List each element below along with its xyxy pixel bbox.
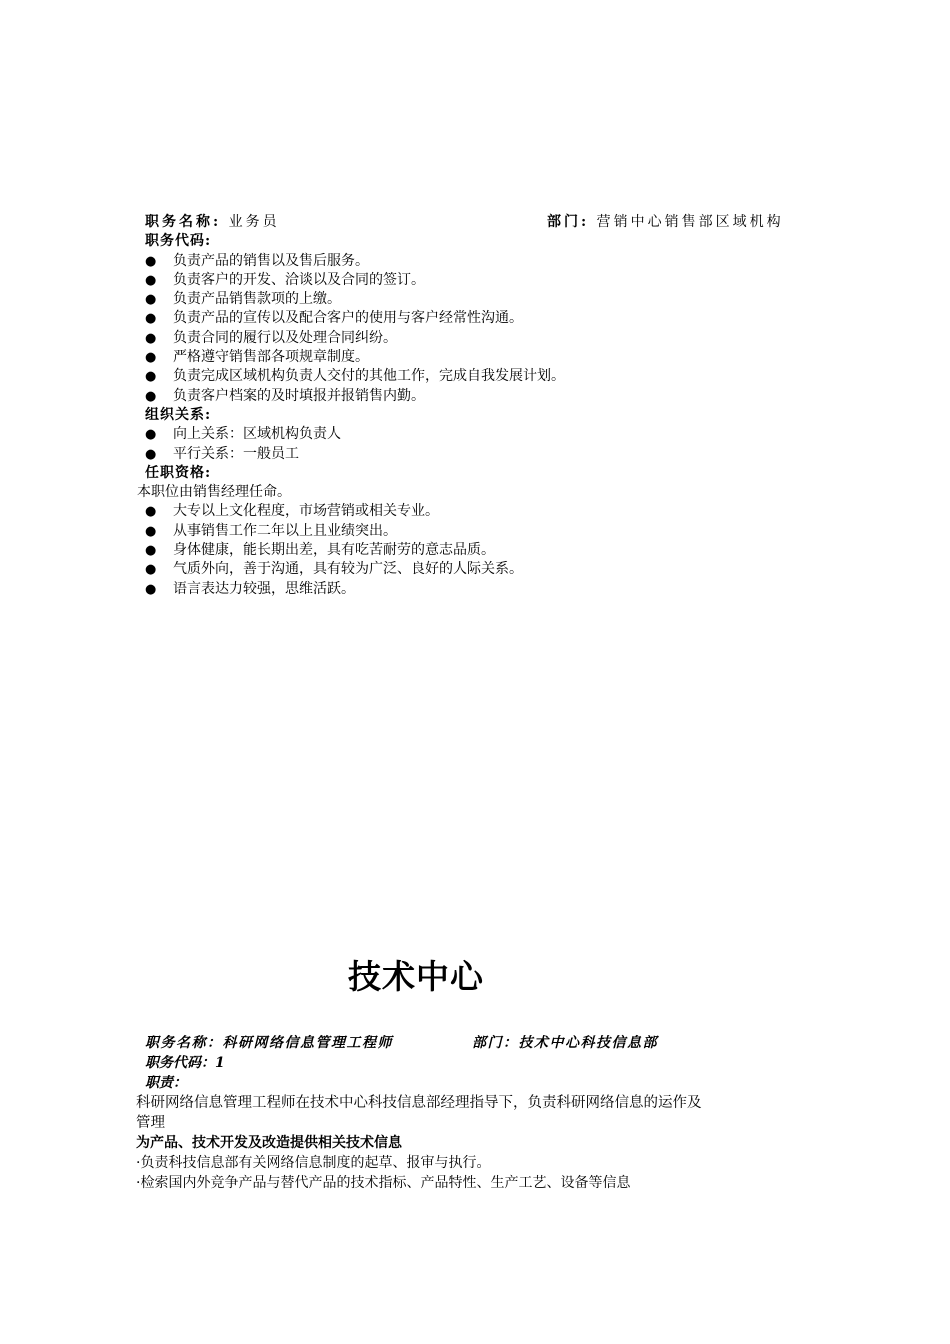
list-item: ● 平行关系：一般员工 [145, 445, 825, 464]
bullet-icon: ● [145, 427, 157, 443]
bullet-icon: ● [145, 523, 157, 539]
list-item: ● 负责产品的销售以及售后服务。 [145, 252, 825, 271]
department-value: 技术中心科技信息部 [518, 1035, 658, 1051]
duties-list [145, 252, 825, 406]
department [472, 1033, 658, 1053]
bullet-icon: ● [145, 292, 157, 308]
duty-label: 职责： [145, 1075, 187, 1091]
job-description-network-engineer [136, 1033, 706, 1193]
job-code-label: 职务代码: [145, 233, 212, 250]
duty-paragraph: 科研网络信息管理工程师在技术中心科技信息部经理指导下，负责科研网络信息的运作及管理 [136, 1095, 702, 1131]
department-value: 营销中心销售部区域机构 [596, 214, 784, 230]
list-item: ● 向上关系：区域机构负责人 [145, 425, 825, 444]
job-title-label: 职务名称： [145, 1035, 223, 1051]
job-code [136, 1053, 706, 1073]
bullet-icon: ● [145, 562, 157, 578]
list-item: ● 身体健康，能长期出差，具有吃苦耐劳的意志品质。 [145, 541, 825, 560]
list-item: ● 严格遵守销售部各项规章制度。 [145, 348, 825, 367]
org-relations-label: 组织关系: [145, 406, 212, 423]
list-item: ● 负责产品销售款项的上缴。 [145, 290, 825, 309]
list-item: ● 负责完成区域机构负责人交付的其他工作，完成自我发展计划。 [145, 367, 825, 386]
job-title [145, 1033, 393, 1053]
job-code-value: 1 [215, 1055, 225, 1071]
list-item: ● 负责合同的履行以及处理合同纠纷。 [145, 329, 825, 348]
list-item: ● 从事销售工作二年以上且业绩突出。 [145, 522, 825, 541]
qualifications-label: 任职资格: [145, 464, 212, 481]
list-item: ● 气质外向，善于沟通，具有较为广泛、良好的人际关系。 [145, 560, 825, 579]
bullet-icon: ● [145, 504, 157, 520]
bullet-icon: ● [145, 388, 157, 404]
bullet-icon: ● [145, 253, 157, 269]
list-item: ● 负责产品的宣传以及配合客户的使用与客户经常性沟通。 [145, 309, 825, 328]
job-title-label: 职务名称: [145, 214, 222, 230]
bullet-icon: ● [145, 350, 157, 366]
job-code-label: 职务代码： [145, 1055, 215, 1071]
bullet-icon: ● [145, 311, 157, 327]
qualifications-intro: 本职位由销售经理任命。 [137, 484, 291, 501]
bullet-icon: ● [145, 272, 157, 288]
job-title-row [145, 213, 825, 232]
list-item: ·检索国内外竞争产品与替代产品的技术指标、产品特性、生产工艺、设备等信息 [136, 1175, 631, 1191]
job-title [145, 213, 280, 232]
qualifications-list [145, 502, 825, 598]
bullet-icon: ● [145, 543, 157, 559]
bullet-icon: ● [145, 330, 157, 346]
list-item: ● 负责客户的开发、洽谈以及合同的签订。 [145, 271, 825, 290]
list-item: ● 语言表达力较强，思维活跃。 [145, 580, 825, 599]
subheading: 为产品、技术开发及改造提供相关技术信息 [136, 1135, 402, 1151]
job-description-salesperson [137, 213, 825, 599]
bullet-icon: ● [145, 581, 157, 597]
job-title-value: 科研网络信息管理工程师 [222, 1035, 393, 1051]
department-label: 部门: [547, 214, 590, 230]
org-relations-list [145, 425, 825, 464]
job-title-value: 业务员 [228, 214, 280, 230]
list-item: ·负责科技信息部有关网络信息制度的起草、报审与执行。 [136, 1155, 491, 1171]
department [547, 213, 784, 232]
bullet-icon: ● [145, 446, 157, 462]
list-item: ● 负责客户档案的及时填报并报销售内勤。 [145, 387, 825, 406]
job-title-row [136, 1033, 706, 1053]
department-label: 部门： [472, 1035, 519, 1051]
section-heading-tech-center: 技术中心 [348, 957, 484, 996]
bullet-icon: ● [145, 369, 157, 385]
list-item: ● 大专以上文化程度，市场营销或相关专业。 [145, 502, 825, 521]
